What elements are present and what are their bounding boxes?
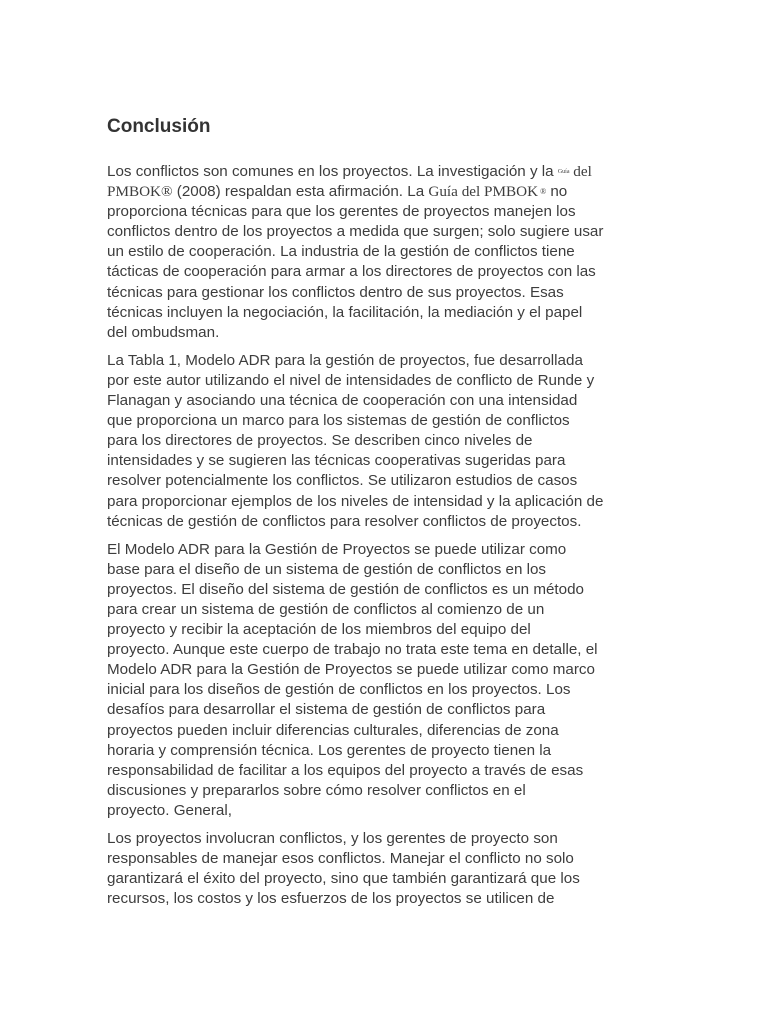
paragraph-line: proyectos. El diseño del sistema de gestión de conflictos es un método: [107, 580, 584, 598]
paragraph-line: El Modelo ADR para la Gestión de Proyectos se puede utilizar como: [107, 540, 567, 558]
paragraph-line: recursos, los costos y los esfuerzos de los proyectos se utilicen de: [107, 890, 555, 908]
paragraph-line: base para el diseño de un sistema de gestión de conflictos en los: [107, 560, 547, 578]
paragraph-2: [107, 351, 667, 532]
paragraph-line: discusiones y prepararlos sobre cómo resolver conflictos en el: [107, 781, 526, 799]
paragraph-line: técnicas de gestión de conflictos para resolver conflictos de proyectos.: [107, 512, 582, 530]
paragraph-line: proyecto. Aunque este cuerpo de trabajo no trata este tema en detalle, el: [107, 641, 598, 659]
paragraph-line: desafíos para desarrollar el sistema de gestión de conflictos para: [107, 701, 546, 719]
text-run-serif: Guía del PMBOK: [428, 183, 539, 201]
paragraph-line: que proporciona un marco para los sistemas de gestión de conflictos: [107, 412, 570, 430]
paragraph-line: Los proyectos involucran conflictos, y los gerentes de proyecto son: [107, 830, 558, 847]
text-run-tiny: Guía: [557, 169, 570, 175]
paragraph-line: proyectos pueden incluir diferencias culturales, diferencias de zona: [107, 721, 559, 739]
paragraph-line: La Tabla 1, Modelo ADR para la gestión de proyectos, fue desarrollada: [107, 351, 583, 369]
registered-mark: ®: [538, 187, 547, 197]
paragraph-line: horaria y comprensión técnica. Los gerentes de proyecto tienen la: [107, 741, 552, 759]
paragraph-line: resolver potencialmente los conflictos. Se utilizaron estudios de casos: [107, 472, 578, 490]
paragraph-line: tácticas de cooperación para armar a los directores de proyectos con las: [107, 263, 596, 281]
paragraph-line: por este autor utilizando el nivel de intensidades de conflicto de Runde y: [107, 371, 595, 389]
paragraph-line: inicial para los diseños de gestión de conflictos en los proyectos. Los: [107, 681, 571, 699]
paragraph-line: proporciona técnicas para que los gerentes de proyectos manejen los: [107, 203, 576, 221]
paragraph-line: para los directores de proyectos. Se describen cinco niveles de: [107, 432, 533, 450]
paragraph-line: responsabilidad de facilitar a los equipos del proyecto a través de esas: [107, 761, 584, 779]
paragraph-line: del ombudsman.: [107, 323, 220, 341]
paragraph-1-line-2: [107, 182, 667, 202]
paragraph-line: intensidades y se sugieren las técnicas cooperativas sugeridas para: [107, 452, 566, 470]
text-run: Los conflictos son comunes en los proyectos. La investigación y la: [107, 163, 558, 180]
paragraph-3: [107, 540, 667, 821]
paragraph-line: Flanagan y asociando una técnica de cooperación con una intensidad: [107, 392, 578, 410]
paragraph-1-line-1: [107, 162, 667, 182]
paragraph-line: Modelo ADR para la Gestión de Proyectos se puede utilizar como marco: [107, 661, 595, 679]
paragraph-line: un estilo de cooperación. La industria de la gestión de conflictos tiene: [107, 243, 575, 261]
paragraph-4: [107, 829, 667, 909]
page-title: Conclusión: [107, 116, 211, 137]
paragraph-line: para crear un sistema de gestión de conflictos al comienzo de un: [107, 600, 545, 618]
paragraph-line: responsables de manejar esos conflictos. Manejar el conflicto no solo: [107, 850, 574, 868]
paragraph-line: proyecto. General,: [107, 801, 232, 819]
text-run-serif: PMBOK®: [107, 183, 173, 201]
document-page: [107, 114, 667, 917]
paragraph-1: [107, 162, 667, 343]
text-run: (2008) respaldan esta afirmación. La: [172, 183, 429, 201]
paragraph-line: técnicas incluyen la negociación, la facilitación, la mediación y el papel: [107, 303, 583, 321]
paragraph-line: técnicas para gestionar los conflictos dentro de sus proyectos. Esas: [107, 283, 564, 301]
text-run-serif: del: [569, 163, 592, 180]
paragraph-line: para proporcionar ejemplos de los niveles de intensidad y la aplicación de: [107, 492, 604, 510]
paragraph-line: garantizará el éxito del proyecto, sino que también garantizará que los: [107, 870, 580, 888]
paragraph-line: proyecto y recibir la aceptación de los miembros del equipo del: [107, 621, 531, 639]
text-run: no: [546, 183, 568, 201]
paragraph-line: conflictos dentro de los proyectos a medida que surgen; solo sugiere usar: [107, 223, 604, 241]
